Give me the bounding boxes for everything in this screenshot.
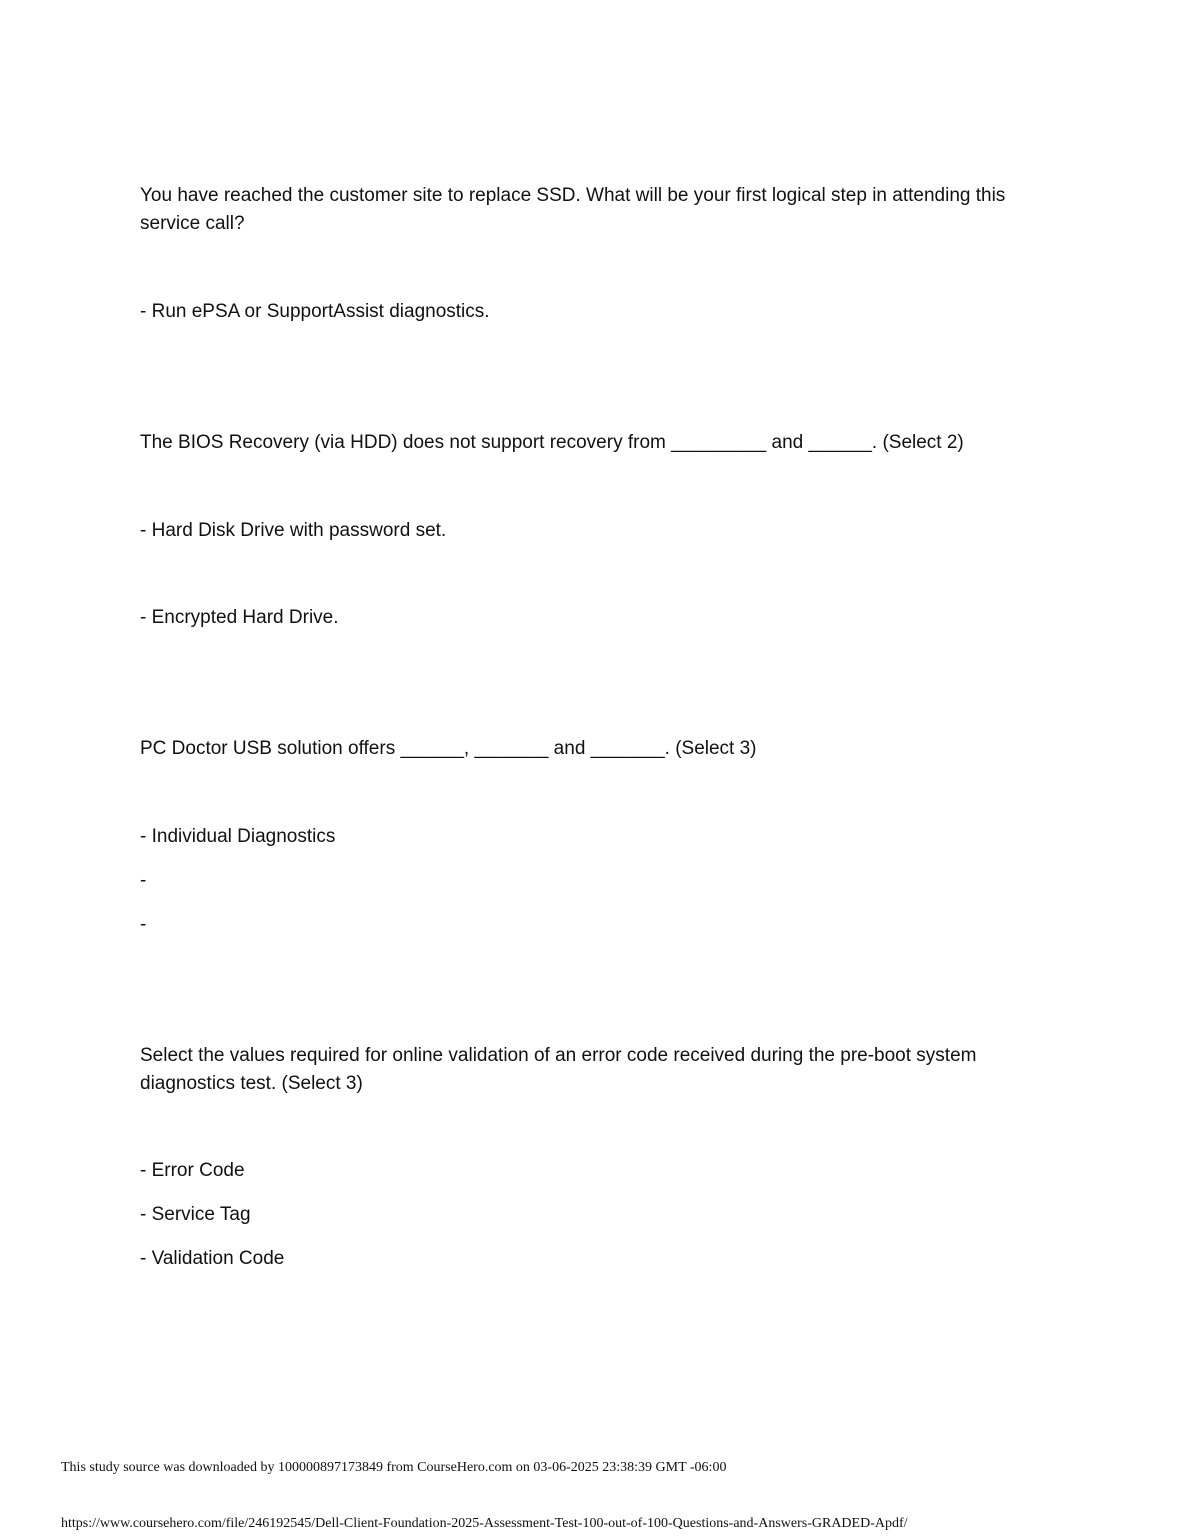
question-1-text: You have reached the customer site to replace SSD. What will be your first logical step in attending this service call? [140, 185, 1011, 234]
question-2-answer-2: - Encrypted Hard Drive. [140, 607, 339, 628]
question-3-answer-2: - [140, 870, 147, 891]
question-2-text: The BIOS Recovery (via HDD) does not support recovery from _________ and ______. (Select 2) [140, 432, 964, 453]
question-4-text: Select the values required for online validation of an error code received during the pre-boot system diagnostics test. (Select 3) [140, 1045, 982, 1094]
question-3-text: PC Doctor USB solution offers ______, _______ and _______. (Select 3) [140, 738, 757, 759]
question-4-answer-2: - Service Tag [140, 1204, 251, 1225]
question-4-answer-3: - Validation Code [140, 1248, 285, 1269]
question-3-answer-3: - [140, 914, 147, 935]
question-1-answer-1: - Run ePSA or SupportAssist diagnostics. [140, 301, 490, 322]
question-2-answer-1: - Hard Disk Drive with password set. [140, 520, 447, 541]
question-3-answer-1: - Individual Diagnostics [140, 826, 336, 847]
download-notice: This study source was downloaded by 100000897173849 from CourseHero.com on 03-06-2025 23:38:39 GMT -06:00 [61, 1460, 727, 1475]
source-url[interactable]: https://www.coursehero.com/file/246192545/Dell-Client-Foundation-2025-Assessment-Test-100-out-of-100-Questions-and-Answers-GRADED-Apdf/ [61, 1516, 908, 1531]
question-4-answer-1: - Error Code [140, 1160, 245, 1181]
